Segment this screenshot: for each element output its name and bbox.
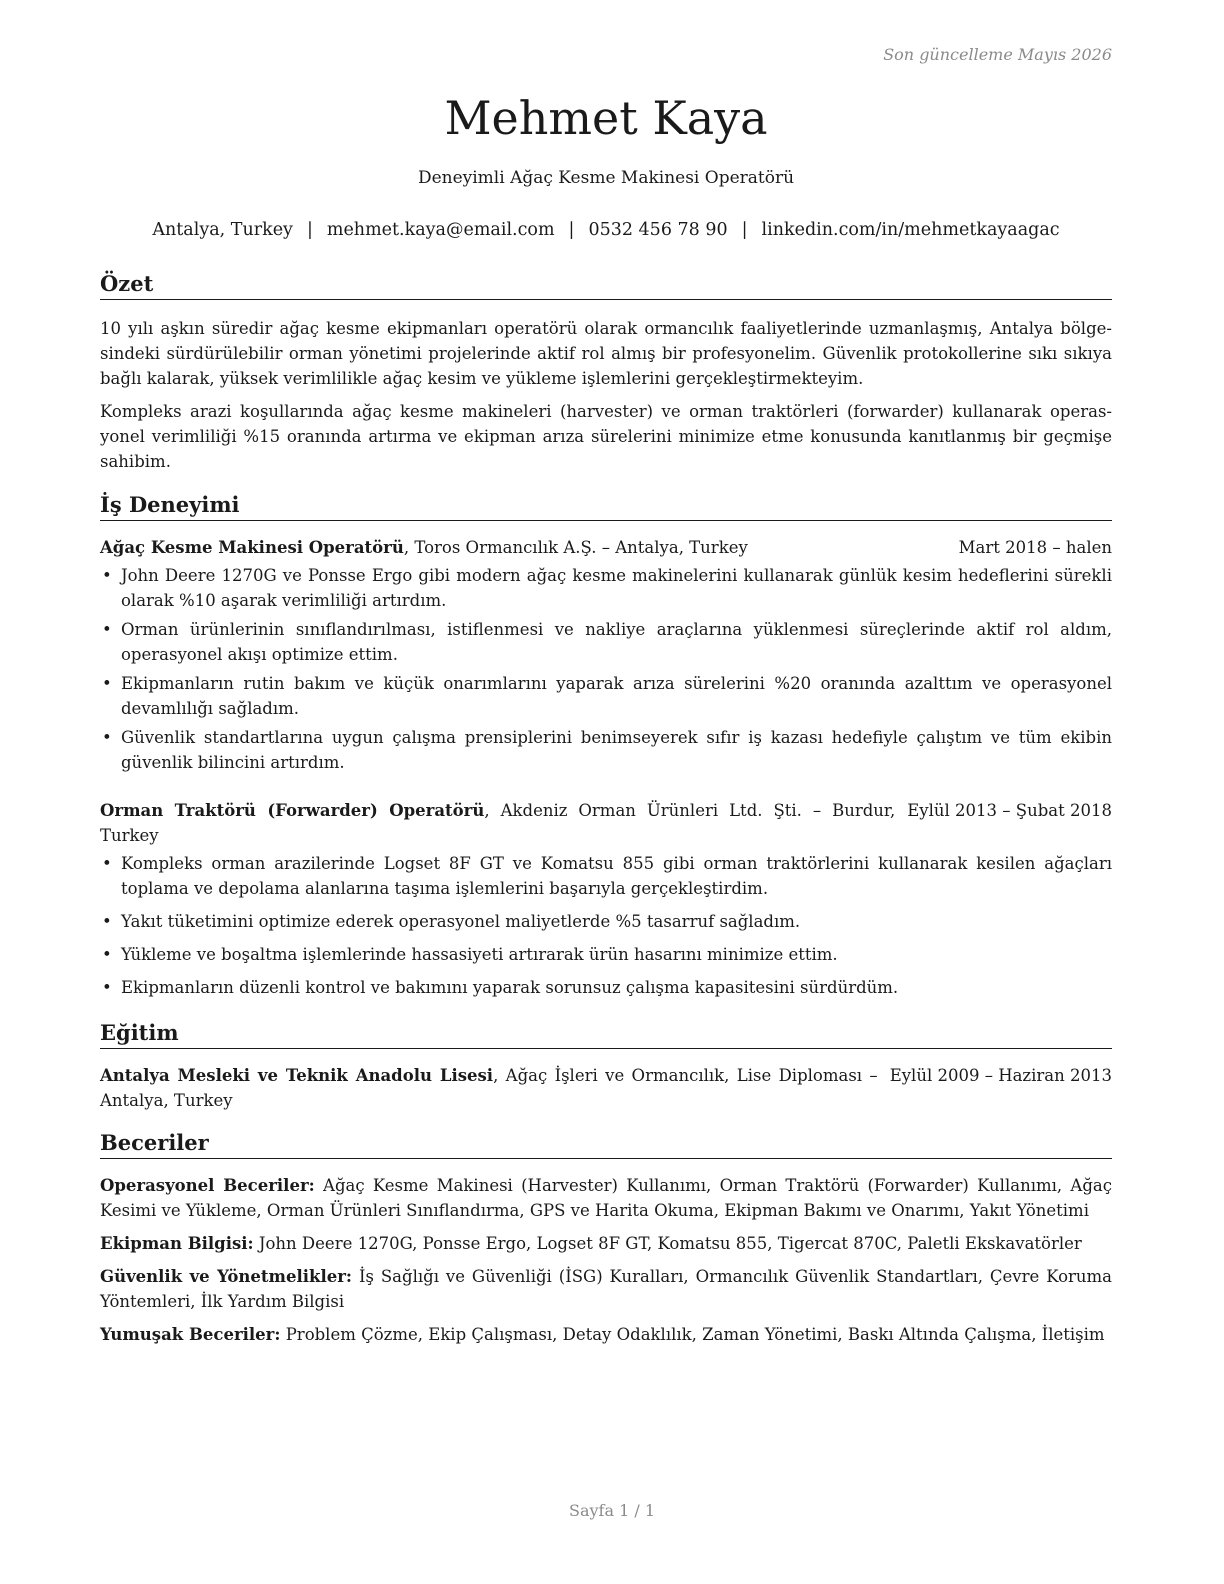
bullet-item: [100, 909, 1112, 934]
job-date: Eylül 2013 – Şubat 2018: [907, 801, 1112, 820]
resume-page: [100, 0, 1112, 1584]
job-entry: [100, 798, 1112, 1000]
job-org: , Akdeniz Orman Ürünleri Ltd. Şti. – Burdur, Turkey: [100, 801, 896, 845]
bullet-icon: •: [102, 854, 112, 873]
contact-separator: |: [741, 220, 748, 240]
education-detail: , Ağaç İşleri ve Ormancılık, Lise Diploması – Antalya, Turkey: [100, 1066, 878, 1110]
contact-linkedin[interactable]: linkedin.com/in/mehmetkayaagac: [761, 220, 1060, 240]
section-title-summary: Özet: [100, 270, 1112, 300]
bullet-icon: •: [102, 912, 112, 931]
page-number: Sayfa 1 / 1: [568, 1501, 655, 1520]
bullet-icon: •: [102, 620, 112, 639]
last-updated: Son güncelleme Mayıs 2026: [883, 45, 1112, 64]
bullet-icon: •: [102, 945, 112, 964]
bullet-item: [100, 725, 1112, 775]
skill-label: Ekipman Bilgisi:: [100, 1234, 254, 1253]
section-title-education: Eğitim: [100, 1019, 1112, 1049]
section-title-skills: Beceriler: [100, 1129, 1112, 1159]
bullet-item: [100, 851, 1112, 901]
bullet-icon: •: [102, 728, 112, 747]
bullet-icon: •: [102, 674, 112, 693]
contact-email[interactable]: mehmet.kaya@email.com: [326, 220, 555, 240]
skill-row: [100, 1173, 1112, 1223]
bullet-text: Kompleks orman arazilerinde Logset 8F GT ve Komatsu 855 gibi orman traktörlerini kullanarak kesilen ağaçları toplama ve depolama alanlarına taşıma işlemlerini başarıyla gerçekleştirdim.: [121, 854, 1112, 898]
skill-row: [100, 1231, 1112, 1256]
summary-paragraph: 10 yılı aşkın süredir ağaç kesme ekipmanları operatörü olarak ormancılık faaliyetlerinde uzmanlaşmış, Antalya bölgesindeki sürdürülebilir orman yönetimi projelerinde aktif rol almış bir profesyonelim. Güvenlik protokollerine sıkı sıkıya bağlı kalarak, yüksek verimlilikle ağaç kesim ve yükleme işlemlerini gerçekleştirmekteyim.: [100, 319, 1112, 388]
bullet-icon: •: [102, 566, 112, 585]
education-entry: [100, 1063, 1112, 1113]
bullet-text: Yükleme ve boşaltma işlemlerinde hassasiyeti artırarak ürün hasarını minimize ettim.: [121, 945, 838, 964]
section-title-experience: İş Deneyimi: [100, 491, 1112, 521]
bullet-text: Ekipmanların rutin bakım ve küçük onarımlarını yaparak arıza sürelerini %20 oranında azalttım ve operasyonel devamlılığı sağladım.: [121, 674, 1112, 718]
job-header: [100, 798, 1112, 848]
skill-text: Ağaç Kesme Makinesi (Harvester) Kullanımı, Orman Traktörü (Forwarder) Kullanımı, Ağaç Kesimi ve Yükleme, Orman Ürünleri Sınıflandırma, GPS ve Harita Okuma, Ekipman Bakımı ve Onarımı, Yakıt Yönetimi: [100, 1176, 1112, 1220]
skill-label: Operasyonel Beceriler:: [100, 1176, 315, 1195]
job-header: [100, 535, 1112, 560]
contact-separator: |: [306, 220, 313, 240]
job-entry: [100, 535, 1112, 775]
job-date: Mart 2018 – halen: [958, 538, 1112, 557]
skill-label: Yumuşak Beceriler:: [100, 1325, 281, 1344]
job-role: Ağaç Kesme Makinesi Operatörü: [100, 538, 404, 557]
education-school: Antalya Mesleki ve Teknik Anadolu Lisesi: [100, 1066, 494, 1085]
education-date: Eylül 2009 – Haziran 2013: [889, 1066, 1112, 1085]
bullet-text: Orman ürünlerinin sınıflandırılması, istiflenmesi ve nakliye araçlarına yüklenmesi süreçlerinde aktif rol aldım, operasyonel akışı optimize ettim.: [121, 620, 1112, 664]
bullet-text: John Deere 1270G ve Ponsse Ergo gibi modern ağaç kesme makinelerini kullanarak günlük kesim hedeflerini sürekli olarak %10 aşarak verimliliği artırdım.: [121, 566, 1112, 610]
bullet-text: Yakıt tüketimini optimize ederek operasyonel maliyetlerde %5 tasarruf sağladım.: [121, 912, 801, 931]
bullet-item: [100, 942, 1112, 967]
candidate-title: Deneyimli Ağaç Kesme Makinesi Operatörü: [417, 168, 795, 188]
skill-row: [100, 1322, 1112, 1347]
bullet-text: Güvenlik standartlarına uygun çalışma prensiplerini benimseyerek sıfır iş kazası hedefiyle çalıştım ve tüm ekibin güvenlik bilincini artırdım.: [121, 728, 1112, 772]
skill-text: İş Sağlığı ve Güvenliği (İSG) Kuralları, Ormancılık Güvenlik Standartları, Çevre Koruma Yöntemleri, İlk Yardım Bilgisi: [100, 1267, 1113, 1311]
skill-row: [100, 1264, 1112, 1314]
job-bullets: [100, 563, 1112, 775]
job-role: Orman Traktörü (Forwarder) Operatörü: [100, 801, 485, 820]
bullet-item: [100, 563, 1112, 613]
summary-paragraph: Kompleks arazi koşullarında ağaç kesme makineleri (harvester) ve orman traktörleri (forwarder) kullanarak operasyonel verimliliği %15 oranında artırma ve ekipman arıza sürelerini minimize etme konusunda kanıtlanmış bir geçmişe sahibim.: [100, 402, 1112, 471]
contact-phone[interactable]: 0532 456 78 90: [588, 220, 728, 240]
skill-text: John Deere 1270G, Ponsse Ergo, Logset 8F GT, Komatsu 855, Tigercat 870C, Paletli Ekskavatörler: [253, 1234, 1082, 1253]
job-org: , Toros Ormancılık A.Ş. – Antalya, Turkey: [403, 538, 748, 557]
bullet-item: [100, 975, 1112, 1000]
job-bullets: [100, 851, 1112, 1000]
bullet-item: [100, 671, 1112, 721]
resume-body: [100, 270, 1112, 1347]
contact-line: [100, 220, 1112, 240]
bullet-text: Ekipmanların düzenli kontrol ve bakımını yaparak sorunsuz çalışma kapasitesini sürdürdüm.: [121, 978, 899, 997]
skill-text: Problem Çözme, Ekip Çalışması, Detay Odaklılık, Zaman Yönetimi, Baskı Altında Çalışma, İletişim: [280, 1325, 1105, 1344]
contact-location: Antalya, Turkey: [152, 220, 293, 240]
skill-label: Güvenlik ve Yönetmelikler:: [100, 1267, 353, 1286]
candidate-name: Mehmet Kaya: [444, 91, 768, 145]
bullet-item: [100, 617, 1112, 667]
bullet-icon: •: [102, 978, 112, 997]
contact-separator: |: [568, 220, 575, 240]
